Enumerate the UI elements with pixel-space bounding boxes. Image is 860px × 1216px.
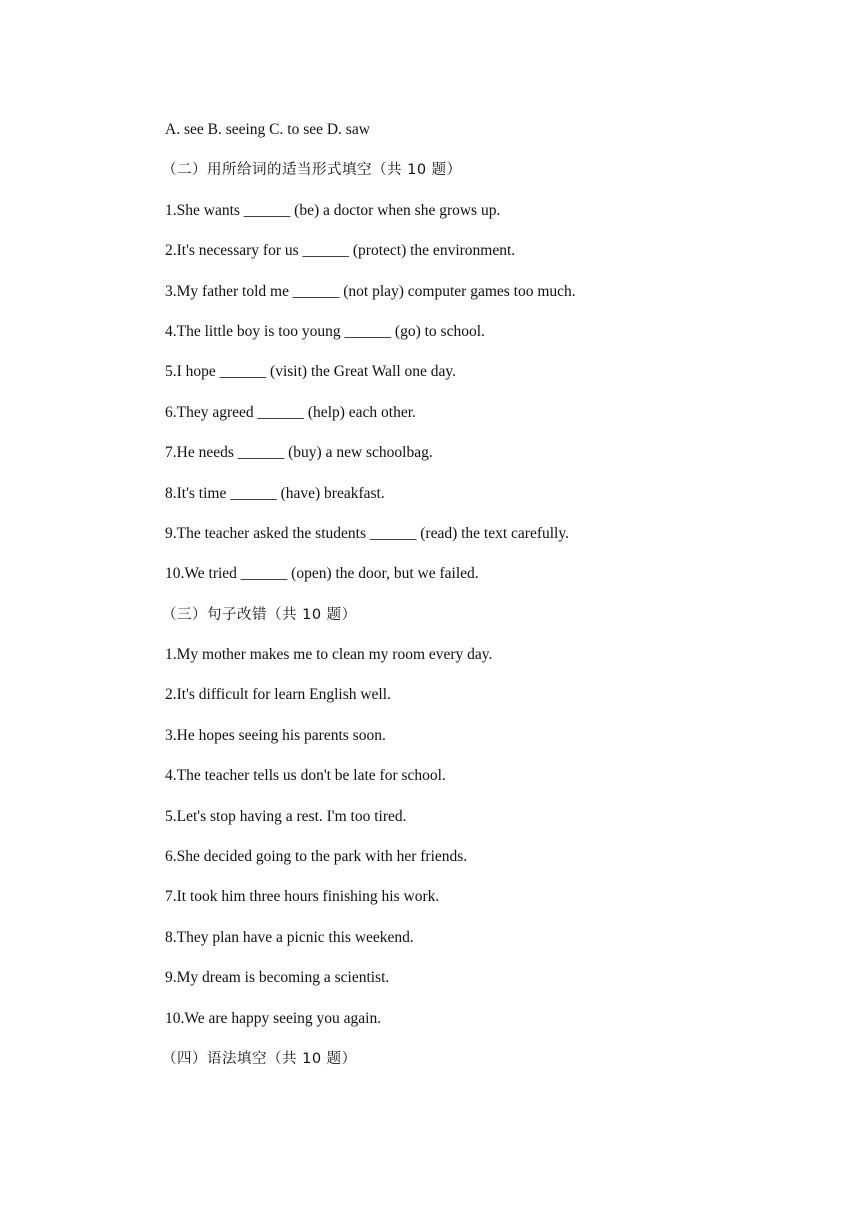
- section-2-item-1: 1.She wants ______ (be) a doctor when she grows up.: [165, 201, 501, 219]
- section-2-item-8: 8.It's time ______ (have) breakfast.: [165, 484, 385, 502]
- section-3-item-5: 5.Let's stop having a rest. I'm too tired.: [165, 807, 407, 825]
- worksheet-content: [162, 118, 805, 1087]
- section-3-item-2: 2.It's difficult for learn English well.: [165, 686, 391, 704]
- section-3-item-7: 7.It took him three hours finishing his work.: [165, 888, 440, 906]
- section-3-item-3: 3.He hopes seeing his parents soon.: [165, 726, 386, 744]
- section-3-item-10: 10.We are happy seeing you again.: [165, 1009, 382, 1027]
- section-3-item-8: 8.They plan have a picnic this weekend.: [165, 928, 414, 946]
- section-2-item-9: 9.The teacher asked the students ______ (read) the text carefully.: [165, 524, 569, 542]
- section-2-item-6: 6.They agreed ______ (help) each other.: [165, 403, 416, 421]
- section-3-item-1: 1.My mother makes me to clean my room every day.: [165, 646, 493, 664]
- section-2-item-5: 5.I hope ______ (visit) the Great Wall one day.: [165, 363, 457, 381]
- previous-question-options: A. see B. seeing C. to see D. saw: [165, 121, 370, 138]
- section-2-item-3: 3.My father told me ______ (not play) computer games too much.: [165, 282, 576, 300]
- section-2-item-7: 7.He needs ______ (buy) a new schoolbag.: [165, 444, 433, 462]
- section-4-heading: （四）语法填空（共 10 题）: [162, 1050, 357, 1067]
- section-2-item-10: 10.We tried ______ (open) the door, but we failed.: [165, 565, 479, 583]
- section-3-item-6: 6.She decided going to the park with her friends.: [165, 848, 468, 866]
- section-2-item-2: 2.It's necessary for us ______ (protect) the environment.: [165, 242, 516, 260]
- section-3-item-4: 4.The teacher tells us don't be late for school.: [165, 767, 446, 785]
- section-2-heading: （二）用所给词的适当形式填空（共 10 题）: [162, 162, 462, 179]
- section-3-item-9: 9.My dream is becoming a scientist.: [165, 969, 390, 987]
- section-2-item-4: 4.The little boy is too young ______ (go) to school.: [165, 322, 485, 340]
- section-3-heading: （三）句子改错（共 10 题）: [162, 606, 357, 623]
